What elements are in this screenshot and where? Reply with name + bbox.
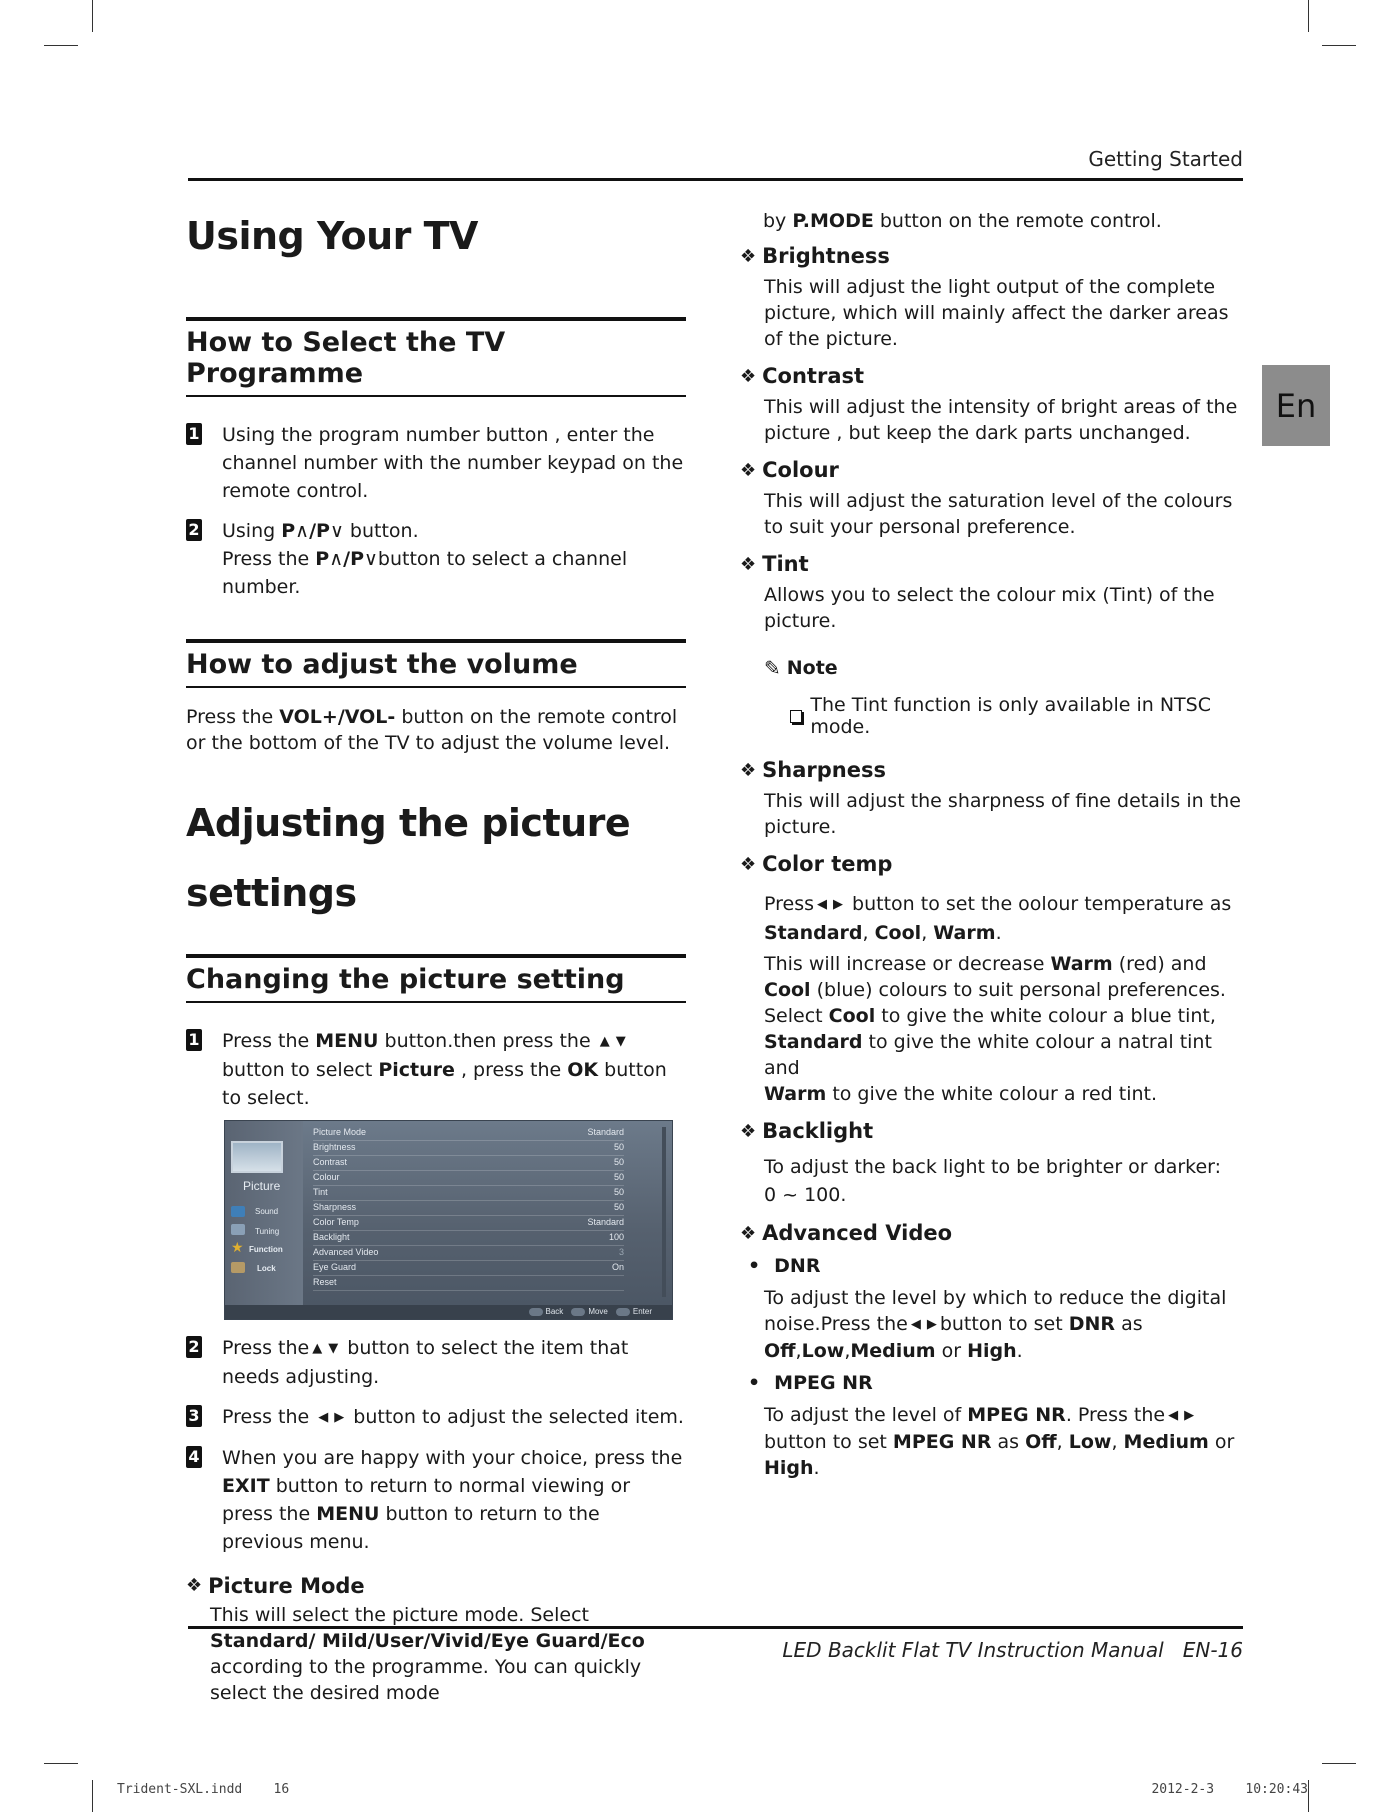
down-arrow-icon: ▼ xyxy=(615,1033,626,1049)
left-column xyxy=(186,200,686,1706)
diamond-bullet-icon: ❖ xyxy=(740,853,757,875)
lock-icon xyxy=(231,1262,245,1273)
crop-mark xyxy=(92,1780,93,1812)
sharpness-heading: ❖ Sharpness xyxy=(740,758,886,782)
color-temp-text: Press ◀ ▶ button to set the oolour temperature as Standard, Cool, Warm. xyxy=(764,893,1232,944)
diamond-bullet-icon: ❖ xyxy=(740,759,757,781)
tint-text: Allows you to select the colour mix (Tint) of the picture. xyxy=(764,584,1215,632)
step-number: 2 xyxy=(186,519,202,541)
note-item: The Tint function is only available in NTSC mode. xyxy=(790,694,1250,738)
diamond-bullet-icon: ❖ xyxy=(740,245,757,267)
tv-menu-row: Advanced Video 3 xyxy=(313,1245,624,1261)
tv-menu-row: Reset xyxy=(313,1275,624,1291)
footer-rule xyxy=(188,1626,1243,1629)
tv-menu-footer: Back Move Enter xyxy=(225,1305,672,1319)
step-number: 2 xyxy=(186,1336,202,1358)
up-arrow-icon: ▲ xyxy=(312,1340,323,1356)
diamond-bullet-icon: ❖ xyxy=(740,459,757,481)
enter-key-icon xyxy=(616,1308,630,1316)
colour-heading: ❖ Colour xyxy=(740,458,839,482)
colour-text: This will adjust the saturation level of the colours to suit your personal preference. xyxy=(764,490,1233,538)
crop-mark xyxy=(1322,1763,1356,1764)
step-text: Press the ◀ ▶ button to adjust the selected item. xyxy=(222,1403,684,1432)
diamond-bullet-icon: ❖ xyxy=(740,365,757,387)
tv-menu-row: Sharpness 50 xyxy=(313,1200,624,1216)
diamond-bullet-icon: ❖ xyxy=(740,553,757,575)
step-text: Press the P∧/P∨button to select a channel number. xyxy=(222,547,628,598)
crop-mark xyxy=(1308,0,1309,32)
step-number: 3 xyxy=(186,1405,202,1427)
step-number: 4 xyxy=(186,1446,202,1468)
picture-step-4 xyxy=(186,1444,686,1556)
section-heading-volume: How to adjust the volume xyxy=(186,639,686,688)
star-icon: ★ xyxy=(231,1238,244,1255)
tv-menu-tuning-label: Tuning xyxy=(255,1226,280,1236)
step-text: Using the program number button , enter the channel number with the number keypad on the remote control. xyxy=(222,423,684,502)
section-heading-picture-setting: Changing the picture setting xyxy=(186,954,686,1003)
color-temp-heading: ❖ Color temp xyxy=(740,852,893,876)
checkbox-bullet-icon xyxy=(790,710,802,723)
brightness-text: This will adjust the light output of the complete picture, which will mainly affect the darker areas of the picture. xyxy=(764,276,1229,350)
tv-menu-sound-label: Sound xyxy=(255,1206,279,1216)
tv-menu-row: Backlight 100 xyxy=(313,1230,624,1246)
tv-menu-row: Brightness 50 xyxy=(313,1140,624,1156)
crop-mark xyxy=(1308,1780,1309,1812)
section-title-picture: Adjusting the picture settings xyxy=(186,800,631,915)
tint-heading: ❖ Tint xyxy=(740,552,809,576)
left-arrow-icon: ◀ xyxy=(910,1317,921,1332)
note-heading: ✎ Note xyxy=(764,656,838,680)
tv-menu-row: Contrast 50 xyxy=(313,1155,624,1171)
left-arrow-icon: ◀ xyxy=(318,1409,329,1425)
diamond-bullet-icon: ❖ xyxy=(740,1120,757,1142)
left-arrow-icon: ◀ xyxy=(817,897,828,912)
programme-step-1 xyxy=(186,421,686,505)
picture-icon xyxy=(231,1141,283,1173)
picture-mode-text: This will select the picture mode. Select Standard/ Mild/User/Vivid/Eye Guard/Eco according to the programme. You can quickly select the desired mode xyxy=(210,1603,645,1704)
backlight-text: To adjust the back light to be brighter or darker: 0 ~ 100. xyxy=(764,1156,1222,1206)
right-arrow-icon: ▶ xyxy=(1184,1408,1195,1423)
pencil-icon: ✎ xyxy=(764,656,781,680)
sharpness-text: This will adjust the sharpness of fine details in the picture. xyxy=(764,790,1241,838)
diamond-bullet-icon: ❖ xyxy=(186,1575,203,1597)
footer-title: LED Backlit Flat TV Instruction Manual EN-16 xyxy=(782,1638,1243,1662)
step-text: When you are happy with your choice, press the EXIT button to return to normal viewing or press the MENU button to return to the previous menu. xyxy=(222,1446,683,1553)
dnr-text: To adjust the level by which to reduce the digital noise.Press the ◀ ▶ button to set DNR as Off,Low,Medium or High. xyxy=(764,1287,1227,1362)
tv-menu-row: Tint 50 xyxy=(313,1185,624,1201)
sound-icon xyxy=(231,1206,245,1217)
tv-menu-row: Picture Mode Standard xyxy=(313,1125,624,1141)
tv-menu-function-label: Function xyxy=(249,1244,283,1254)
contrast-text: This will adjust the intensity of bright areas of the picture , but keep the dark parts unchanged. xyxy=(764,396,1238,444)
right-column xyxy=(740,208,1250,1481)
section-heading-programme: How to Select the TV Programme xyxy=(186,317,686,397)
picture-mode-continued: by P.MODE button on the remote control. xyxy=(763,210,1162,232)
bullet-dot-icon: • xyxy=(748,1255,761,1277)
tv-menu-picture-label: Picture xyxy=(243,1178,281,1193)
picture-step-2 xyxy=(186,1334,686,1391)
dnr-heading: • DNR xyxy=(748,1255,821,1277)
tv-menu-row: Colour 50 xyxy=(313,1170,624,1186)
crop-mark xyxy=(92,0,93,32)
back-key-icon xyxy=(529,1308,543,1316)
mpeg-nr-heading: • MPEG NR xyxy=(748,1372,873,1394)
tv-menu-lock-label: Lock xyxy=(257,1263,276,1273)
step-number: 1 xyxy=(186,423,202,445)
volume-text: Press the VOL+/VOL- button on the remote control or the bottom of the TV to adjust the volume level. xyxy=(186,705,678,754)
move-key-icon xyxy=(571,1308,585,1316)
crop-mark xyxy=(1322,45,1356,46)
header-rule xyxy=(188,178,1243,181)
brightness-heading: ❖ Brightness xyxy=(740,244,890,268)
page-title: Using Your TV xyxy=(186,214,478,258)
crop-mark xyxy=(44,1763,78,1764)
picture-step-3 xyxy=(186,1403,686,1432)
contrast-heading: ❖ Contrast xyxy=(740,364,865,388)
tv-menu-row: Color Temp Standard xyxy=(313,1215,624,1231)
down-arrow-icon: ▼ xyxy=(328,1340,339,1356)
tv-menu-row: Eye Guard On xyxy=(313,1260,624,1276)
bullet-dot-icon: • xyxy=(748,1372,761,1394)
step-text: Press the MENU button.then press the ▲ ▼ button to select Picture , press the OK button to select. xyxy=(222,1029,667,1109)
backlight-heading: ❖ Backlight xyxy=(740,1119,874,1143)
tv-picture-menu-screenshot xyxy=(224,1120,673,1320)
running-head: Getting Started xyxy=(1088,147,1243,171)
picture-step-1 xyxy=(186,1027,686,1112)
print-slug-file: Trident-SXL.indd 16 xyxy=(117,1782,290,1797)
step-text: Press the ▲ ▼ button to select the item that needs adjusting. xyxy=(222,1336,629,1388)
language-tab: En xyxy=(1262,365,1330,446)
step-text: Using P∧/P∨ button. xyxy=(222,519,419,542)
advanced-video-heading: ❖ Advanced Video xyxy=(740,1221,953,1245)
up-arrow-icon: ▲ xyxy=(599,1033,610,1049)
left-arrow-icon: ◀ xyxy=(1168,1408,1179,1423)
crop-mark xyxy=(44,45,78,46)
mpeg-nr-text: To adjust the level of MPEG NR. Press the ◀ ▶button to set MPEG NR as Off, Low, Medium or High. xyxy=(764,1404,1235,1479)
step-number: 1 xyxy=(186,1029,202,1051)
picture-mode-heading: ❖ Picture Mode xyxy=(186,1573,365,1598)
programme-step-2 xyxy=(186,517,686,601)
diamond-bullet-icon: ❖ xyxy=(740,1222,757,1244)
right-arrow-icon: ▶ xyxy=(334,1409,345,1425)
right-arrow-icon: ▶ xyxy=(833,897,844,912)
tv-menu-scrollbar xyxy=(662,1127,666,1297)
print-slug-date: 2012-2-3 10:20:43 xyxy=(1151,1782,1308,1797)
color-temp-text: This will increase or decrease Warm (red) and Cool (blue) colours to suit personal preferences. Select Cool to give the white colour a blue tint, Standard to give the white colour a natral tint and Warm to give the white colour a red tint. xyxy=(764,953,1226,1105)
tuning-icon xyxy=(231,1224,245,1235)
right-arrow-icon: ▶ xyxy=(926,1317,937,1332)
